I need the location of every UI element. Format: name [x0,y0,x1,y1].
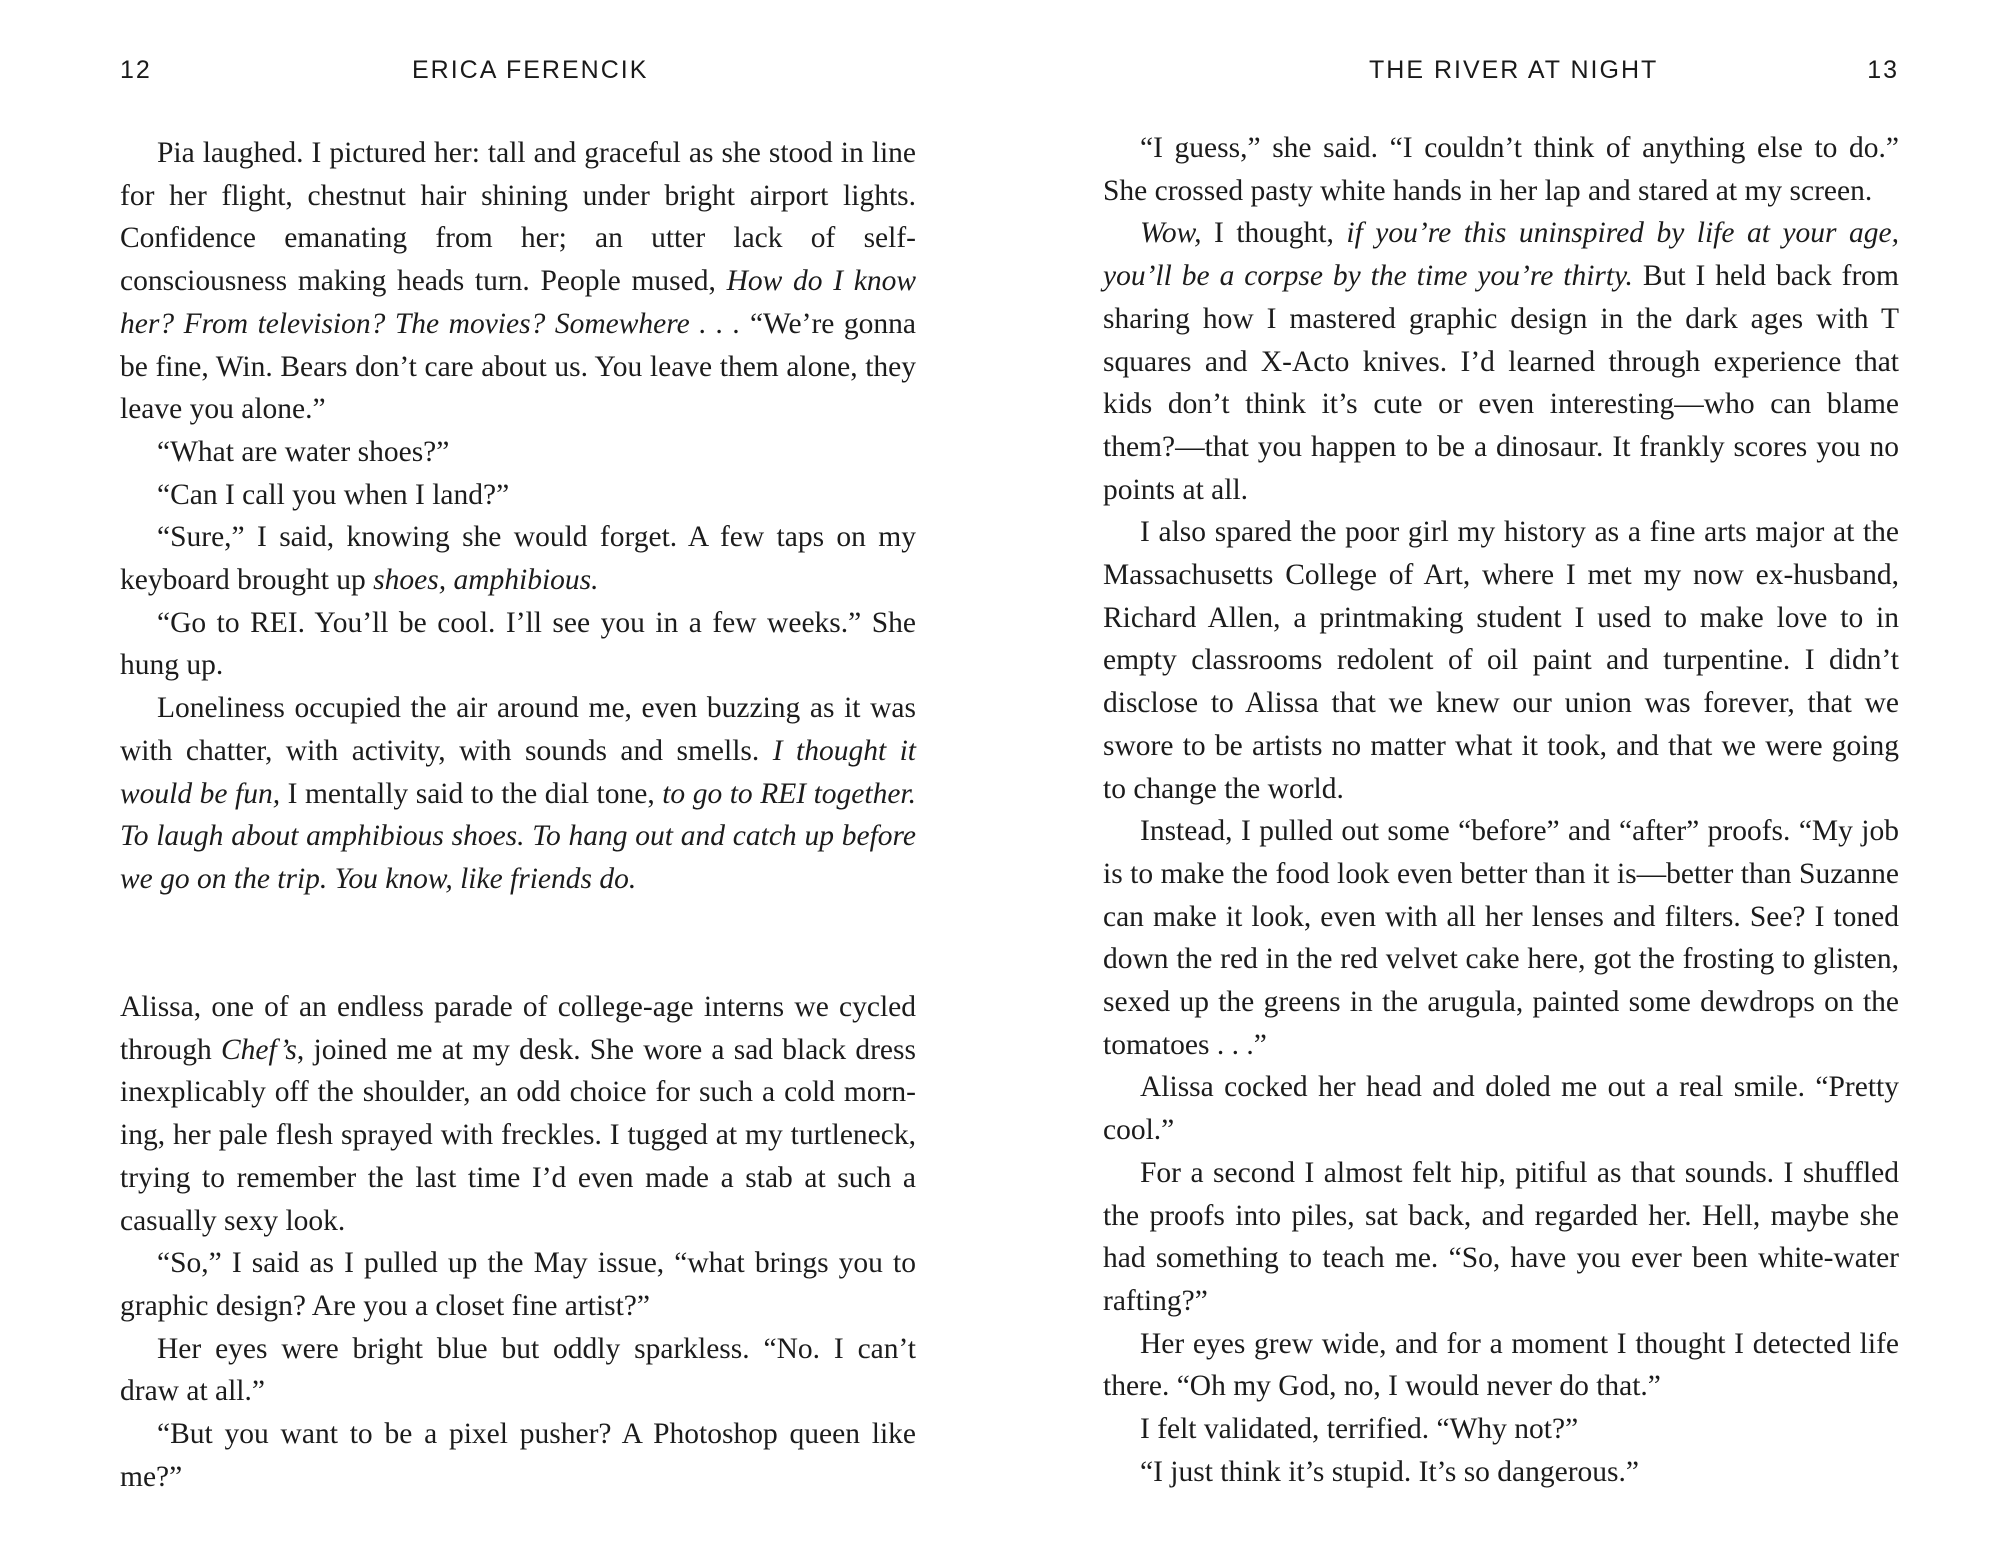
right-running-head [1103,56,1899,96]
text-run: “I guess,” she said. “I couldn’t think of anything else to do.” She crossed pasty white hands in her lap and stared at my screen. [1103,132,1899,207]
text-run: I felt validated, terrified. “Why not?” [1140,1413,1579,1446]
left-text-section-2 [120,986,916,1498]
text-run: But I held back from sharing how I mastered graphic design in the dark ages with T squares and X-Acto knives. I’d learned through experience that kids don’t think it’s cute or even interesting—who can blame them?—that you happen to be a dinosaur. It frankly scores you no points at all. [1103,260,1899,506]
paragraph [120,986,916,1242]
paragraph [120,1328,916,1413]
paragraph [120,474,916,517]
paragraph [1103,1066,1899,1151]
text-run: “So,” I said as I pulled up the May issue, “what brings you to graphic design? Are you a closet fine artist?” [120,1247,916,1322]
text-run: I also spared the poor girl my history as a fine arts major at the Massachusetts College of Art, where I met my now ex-husband, Richard Allen, a printmaking student I used to make love to in empty classrooms redolent of oil paint and turpentine. I didn’t disclose to Alissa that we knew our union was forever, that we swore to be artists no matter what it took, and that we were going to change the world. [1103,516,1899,805]
text-run: Pia laughed. I pictured her: tall and graceful as she stood in line for her flight, chestnut hair shining under bright airport lights. Confidence emanating from her; an utter lack of self-consciousness making heads turn. People mused, [120,137,916,298]
paragraph [1103,1451,1899,1494]
paragraph [1103,1152,1899,1323]
page-number: 13 [1867,56,1899,84]
paragraph [120,132,916,431]
paragraph [120,431,916,474]
italic-text: to go to REI together. To laugh about amphibious shoes. To hang out and catch up before we go on the trip. You know, like friends do. [120,777,916,895]
italic-text: shoes, amphibious. [373,564,599,597]
left-running-head [120,56,916,96]
text-run: Instead, I pulled out some “before” and “after” proofs. “My job is to make the food look even better than it is—better than Suzanne can make it look, even with all her lenses and filters. See? I toned down the red in the red velvet cake here, got the frosting to glisten, sexed up the greens in the arugula, painted some dewdrops on the tomatoes . . .” [1103,815,1899,1061]
text-run: “But you want to be a pixel pusher? A Photoshop queen like me?” [120,1418,916,1493]
page-number: 12 [120,56,152,84]
paragraph [120,516,916,601]
paragraph [1103,1408,1899,1451]
text-run: “Sure,” I said, knowing she would forget. A few taps on my keyboard brought up [120,521,916,597]
text-run: For a second I almost felt hip, pitiful as that sounds. I shuffled the proofs into piles, sat back, and regarded her. Hell, maybe she had something to teach me. “So, have you ever been white-water rafting?” [1103,1156,1899,1317]
paragraph [120,1242,916,1327]
text-run: I thought, [1201,217,1347,250]
text-run: “Go to REI. You’ll be cool. I’ll see you in a few weeks.” She hung up. [120,606,916,682]
author-name-header: ERICA FERENCIK [412,56,649,84]
text-run: “I just think it’s stupid. It’s so dangerous.” [1140,1455,1640,1488]
text-run: Loneliness occupied the air around me, even buzzing as it was with chatter, with activity, with sounds and smells. [120,692,916,767]
right-text-section-1 [1103,127,1899,1494]
left-text-section-1 [120,132,916,901]
right-page [1103,0,1899,1562]
left-page [120,0,916,1562]
paragraph [1103,810,1899,1066]
paragraph [1103,511,1899,810]
italic-text: if you’re this uninspired by life at your age, you’ll be a corpse by the time you’re thirty. [1103,217,1900,293]
paragraph [120,687,916,901]
text-run: Alissa, one of an endless parade of college-age interns we cycled through [120,991,916,1066]
italic-text: Chef’s [220,1033,297,1066]
paragraph [1103,212,1899,511]
paragraph [1103,1323,1899,1408]
italic-text: I thought it would be fun, [120,734,916,810]
text-run: “Can I call you when I land?” [157,478,510,511]
book-title-header: THE RIVER AT NIGHT [1369,56,1659,84]
text-run: Her eyes grew wide, and for a moment I thought I detected life there. “Oh my God, no, I would never do that.” [1103,1327,1899,1403]
text-run: “What are water shoes?” [157,435,450,468]
paragraph [1103,127,1899,212]
text-run: Her eyes were bright blue but oddly sparkless. “No. I can’t draw at all.” [120,1332,916,1408]
paragraph [120,602,916,687]
paragraph [120,1413,916,1498]
italic-text: Wow, [1140,217,1202,250]
text-run: “We’re gonna be fine, Win. Bears don’t care about us. You leave them alone, they leave you alone.” [120,307,916,426]
text-run: , joined me at my desk. She wore a sad black dress inexplicably off the shoulder, an odd choice for such a cold morning, her pale flesh sprayed with freckles. I tugged at my turtleneck, trying to remember the last time I’d even made a stab at such a casually sexy look. [120,1033,916,1237]
italic-text: How do I know her? From television? The movies? Somewhere . . . [120,265,916,340]
text-run: I mentally said to the dial tone, [280,777,663,810]
text-run: Alissa cocked her head and doled me out a real smile. “Pretty cool.” [1103,1071,1899,1147]
